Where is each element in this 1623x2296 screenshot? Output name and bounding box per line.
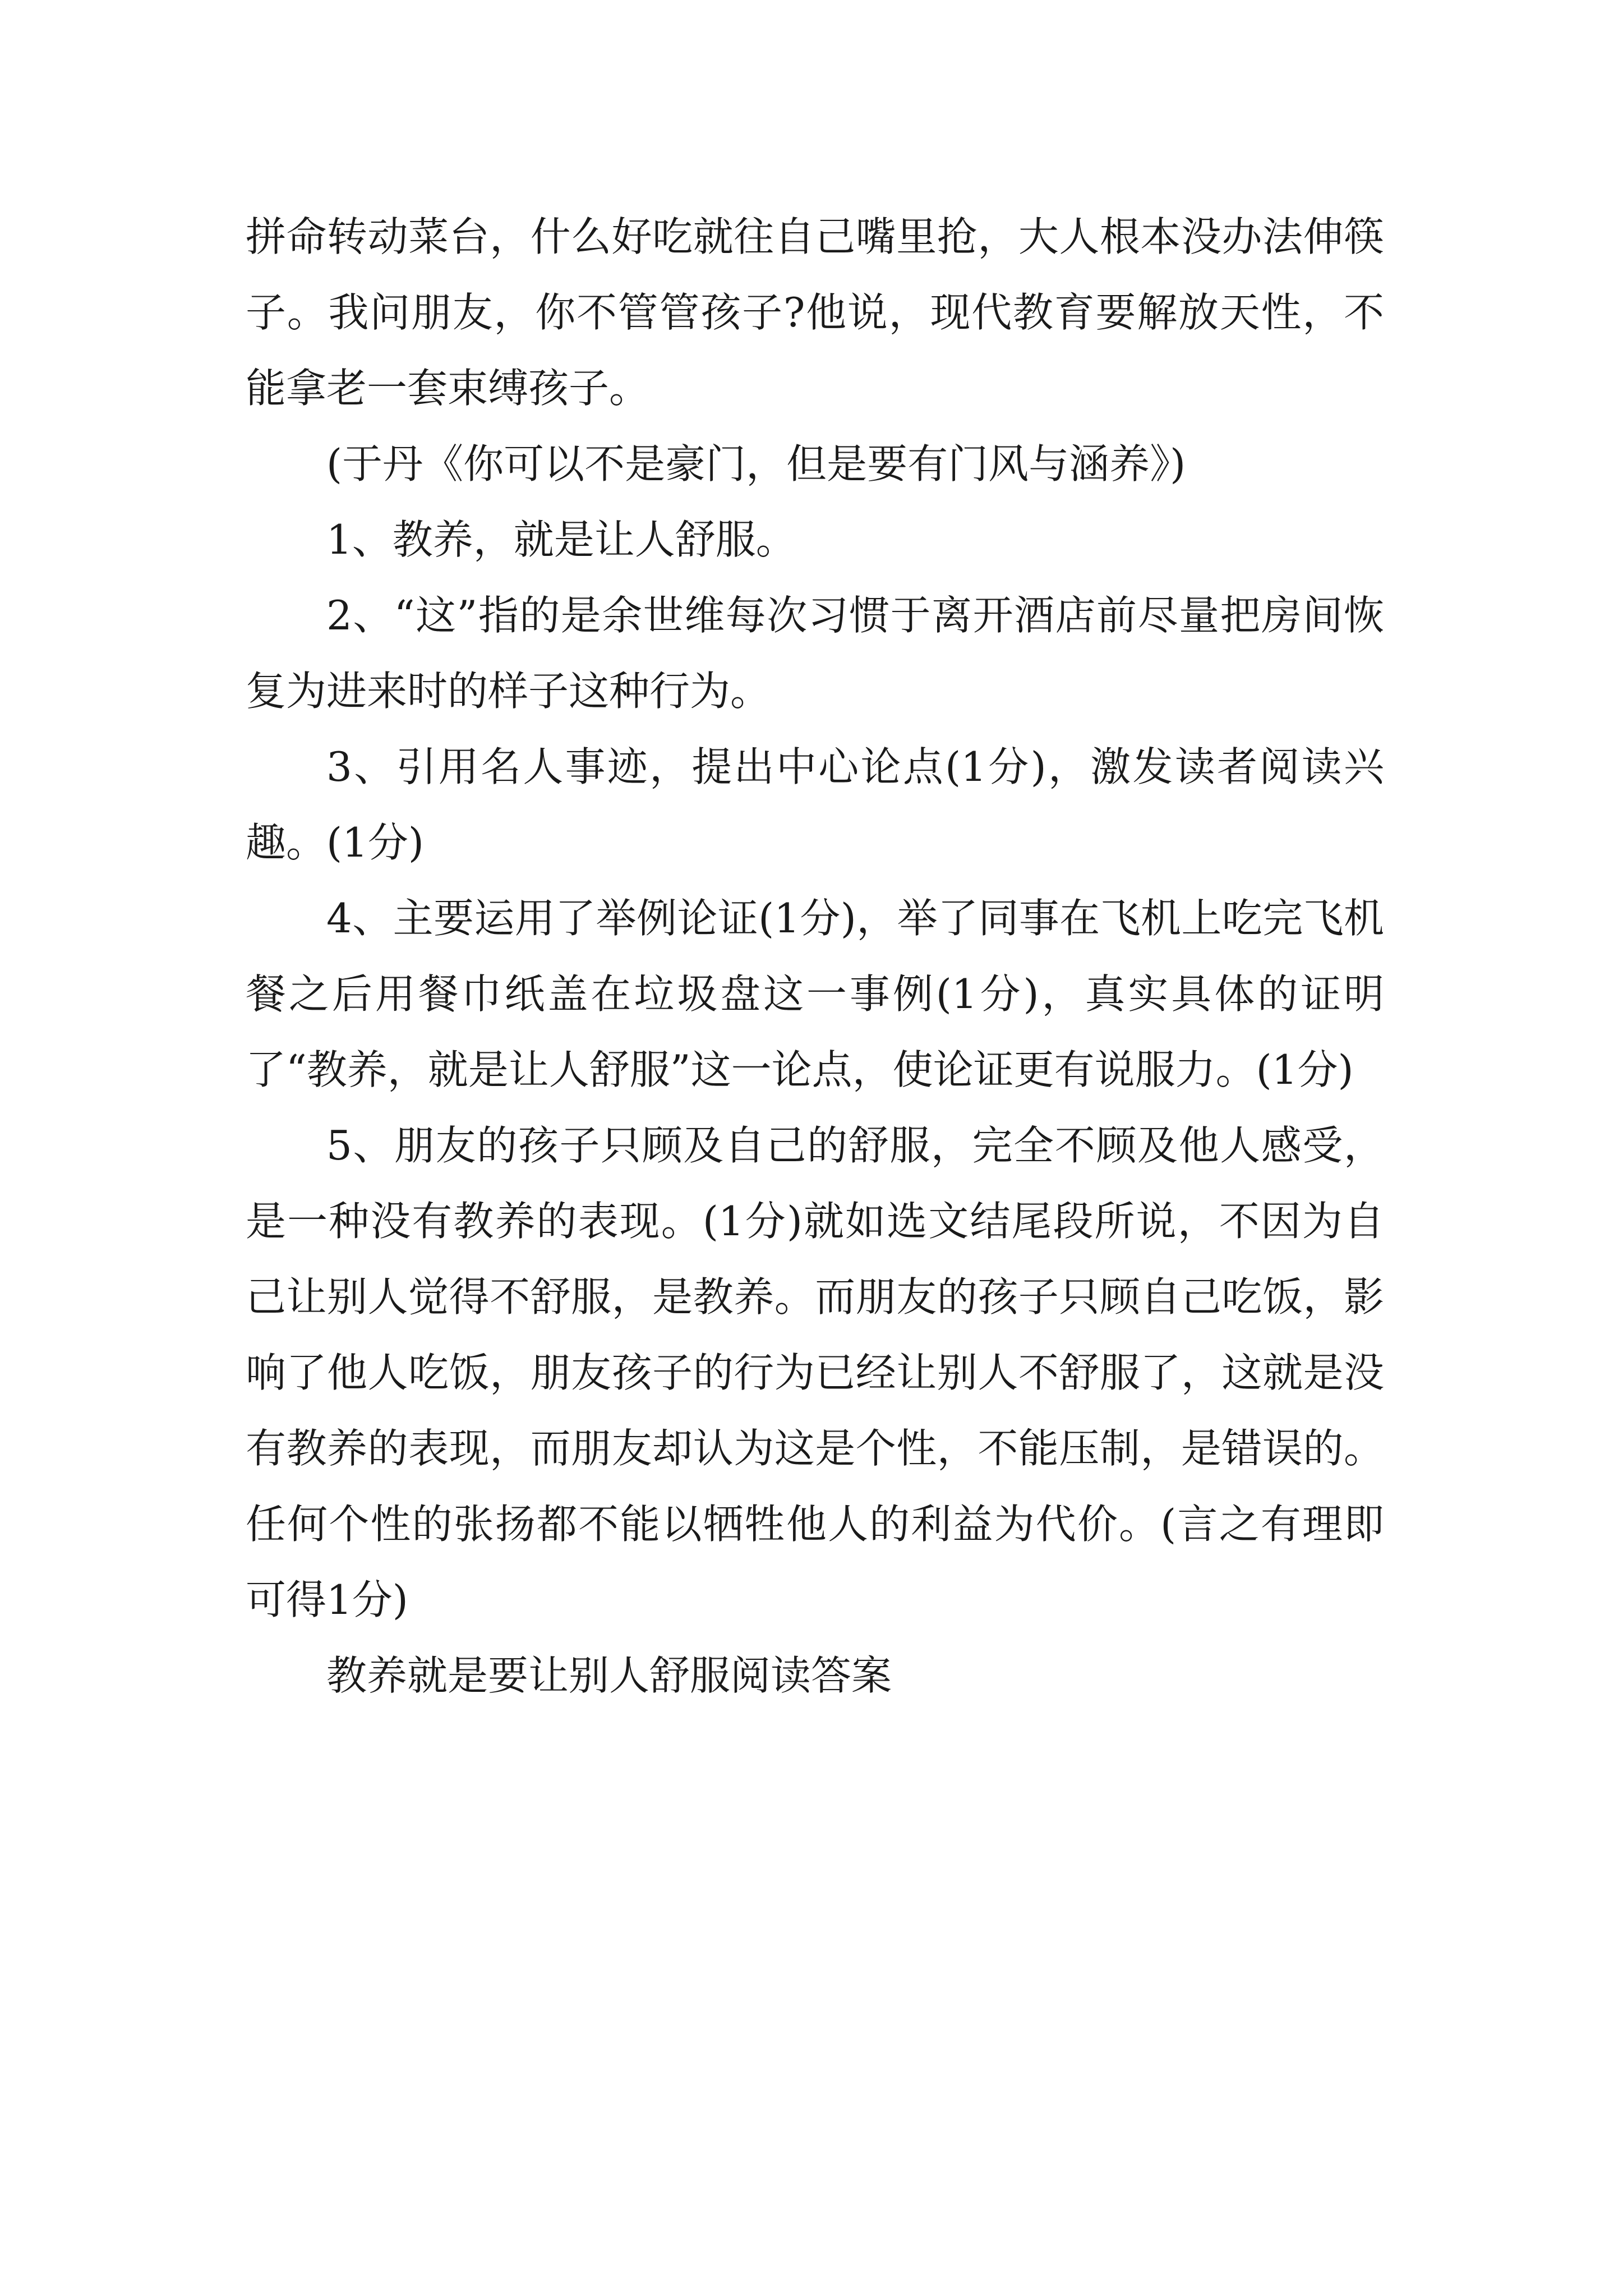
paragraph-source-citation: (于丹《你可以不是豪门，但是要有门风与涵养》) (326, 440, 1186, 487)
answer-2: 2、“这”指的是余世维每次习惯于离开酒店前尽量把房间恢复为进来时的样子这种行为。 (246, 592, 1384, 715)
closing-title: 教养就是要让别人舒服阅读答案 (326, 1652, 892, 1699)
answer-5: 5、朋友的孩子只顾及自己的舒服，完全不顾及他人感受，是一种没有教养的表现。(1分)就如选文结尾段所说，不因为自己让别人觉得不舒服，是教养。而朋友的孩子只顾自己吃饭，影响了他人吃饭，朋友孩子的行为已经让别人不舒服了，这就是没有教养的表现，而朋友却认为这是个性，不能压制，是错误的。任何个性的张扬都不能以牺牲他人的利益为代价。(言之有理即可得1分) (246, 1122, 1384, 1623)
answer-1: 1、教养，就是让人舒服。 (326, 516, 796, 563)
answer-4: 4、主要运用了举例论证(1分)，举了同事在飞机上吃完飞机餐之后用餐巾纸盖在垃圾盘这一事例(1分)，真实具体的证明了“教养，就是让人舒服”这一论点，使论证更有说服力。(1分) (246, 895, 1384, 1093)
answer-3: 3、引用名人事迹，提出中心论点(1分)，激发读者阅读兴趣。(1分) (246, 743, 1384, 866)
document-body (246, 199, 1384, 1714)
paragraph-continuation: 拼命转动菜台，什么好吃就往自己嘴里抢，大人根本没办法伸筷子。我问朋友，你不管管孩子?他说，现代教育要解放天性，不能拿老一套束缚孩子。 (246, 213, 1384, 412)
